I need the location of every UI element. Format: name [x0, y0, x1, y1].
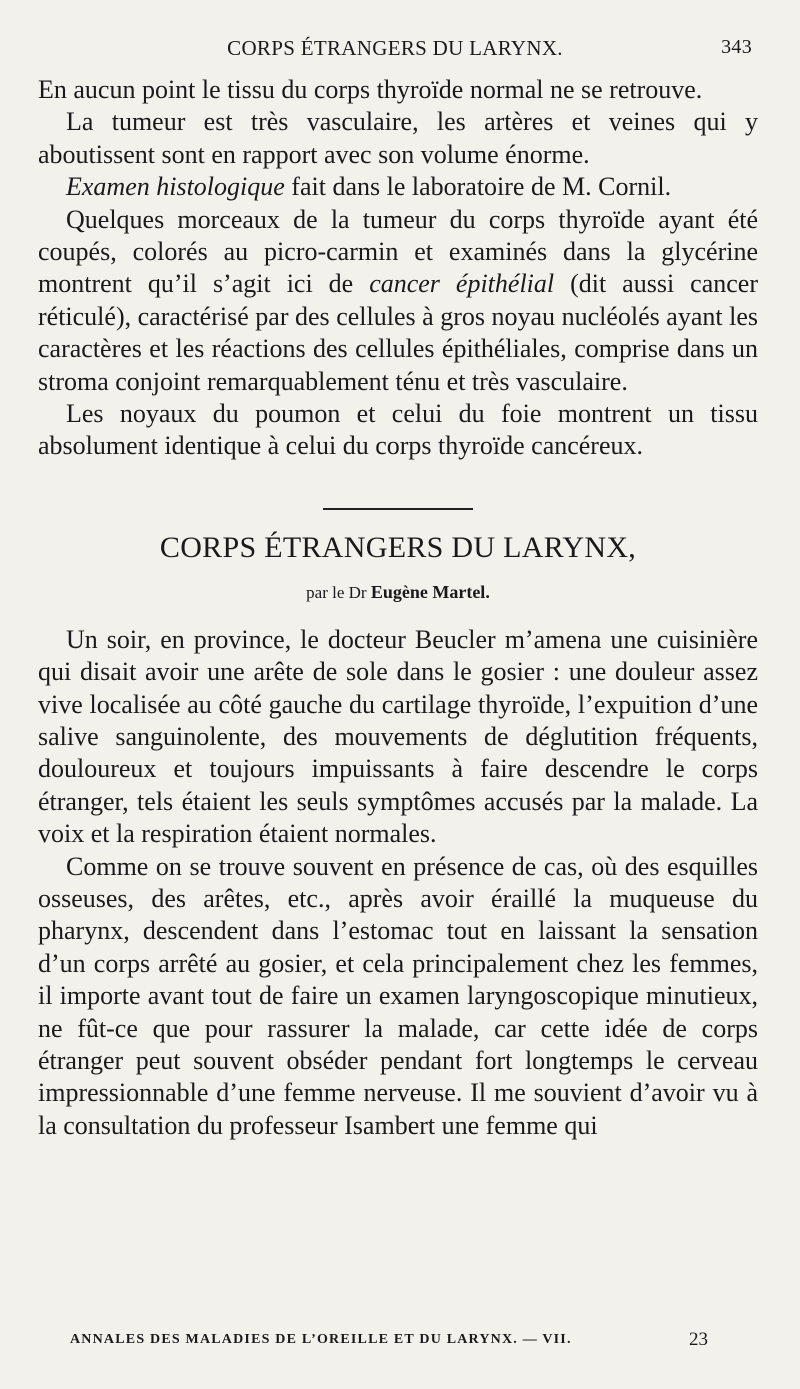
paragraph	[38, 851, 758, 1143]
paragraph-text: Comme on se trouve souvent en présence de cas, où des esquilles osseuses, des arêtes, etc., après avoir éraillé la muqueuse du pharynx, descendent dans l’estomac tout en laissant la sensation d’un corps arrêté au gosier, et cela principalement chez les femmes, il importe avant tout de faire un examen laryngoscopique minutieux, ne fût-ce que pour rassurer la malade, car cette idée de corps étranger peut souvent obséder pendant fort longtemps le cerveau impressionnable d’une femme nerveuse. Il me souvient d’avoir vu à la consultation du professeur Isambert une femme qui	[38, 851, 758, 1140]
journal-footer: ANNALES DES MALADIES DE L’OREILLE ET DU LARYNX. — VII.	[70, 1332, 572, 1347]
paragraph	[38, 171, 758, 203]
signature-mark: 23	[689, 1329, 708, 1350]
paragraph	[38, 398, 758, 463]
page-body	[38, 74, 758, 1142]
paragraph-text: Quelques morceaux de la tumeur du corps thyroïde ayant été coupés, colorés au picro-carmin et examinés dans la glycérine montrent qu’il s’agit ici de	[38, 204, 758, 299]
running-header	[38, 36, 752, 66]
byline-author: Eugène Martel.	[370, 582, 490, 603]
paragraph-text: (dit aussi cancer réticulé), caractérisé par des cellules à gros noyau nucléolés ayant les caractères et les réactions des cellules épithéliales, comprise dans un stroma conjoint remarquablement ténu et très vasculaire.	[38, 269, 758, 396]
section-title: CORPS ÉTRANGERS DU LARYNX,	[159, 530, 637, 564]
paragraph	[38, 74, 758, 106]
italic-term: cancer épithélial	[369, 269, 555, 299]
byline	[38, 576, 758, 609]
running-title: CORPS ÉTRANGERS DU LARYNX.	[227, 36, 563, 60]
paragraph-text: Les noyaux du poumon et celui du foie montrent un tissu absolument identique à celui du corps thyroïde cancéreux.	[38, 399, 758, 461]
page-footer	[70, 1329, 708, 1350]
page-number: 343	[721, 36, 752, 58]
italic-heading: Examen histologique	[66, 172, 285, 202]
section-divider	[323, 508, 473, 510]
paragraph	[38, 204, 758, 398]
paragraph	[38, 624, 758, 851]
byline-prefix: par le Dr	[306, 583, 371, 603]
paragraph-text: Un soir, en province, le docteur Beucler m’amena une cuisinière qui disait avoir une arête de sole dans le gosier : une douleur assez vive localisée au côté gauche du cartilage thyroïde, l’expuition d’une salive sanguinolente, des mouvements de déglutition fréquents, douloureux et toujours impuissants à faire descendre le corps étranger, tels étaient les seuls symptômes accusés par la malade. La voix et la respiration étaient normales.	[38, 624, 758, 849]
paragraph	[38, 106, 758, 171]
paragraph-text: fait dans le laboratoire de M. Cornil.	[284, 172, 672, 202]
paragraph-text: En aucun point le tissu du corps thyroïde normal ne se retrouve.	[38, 75, 703, 104]
paragraph-text: La tumeur est très vasculaire, les artères et veines qui y aboutissent sont en rapport avec son volume énorme.	[38, 107, 758, 169]
